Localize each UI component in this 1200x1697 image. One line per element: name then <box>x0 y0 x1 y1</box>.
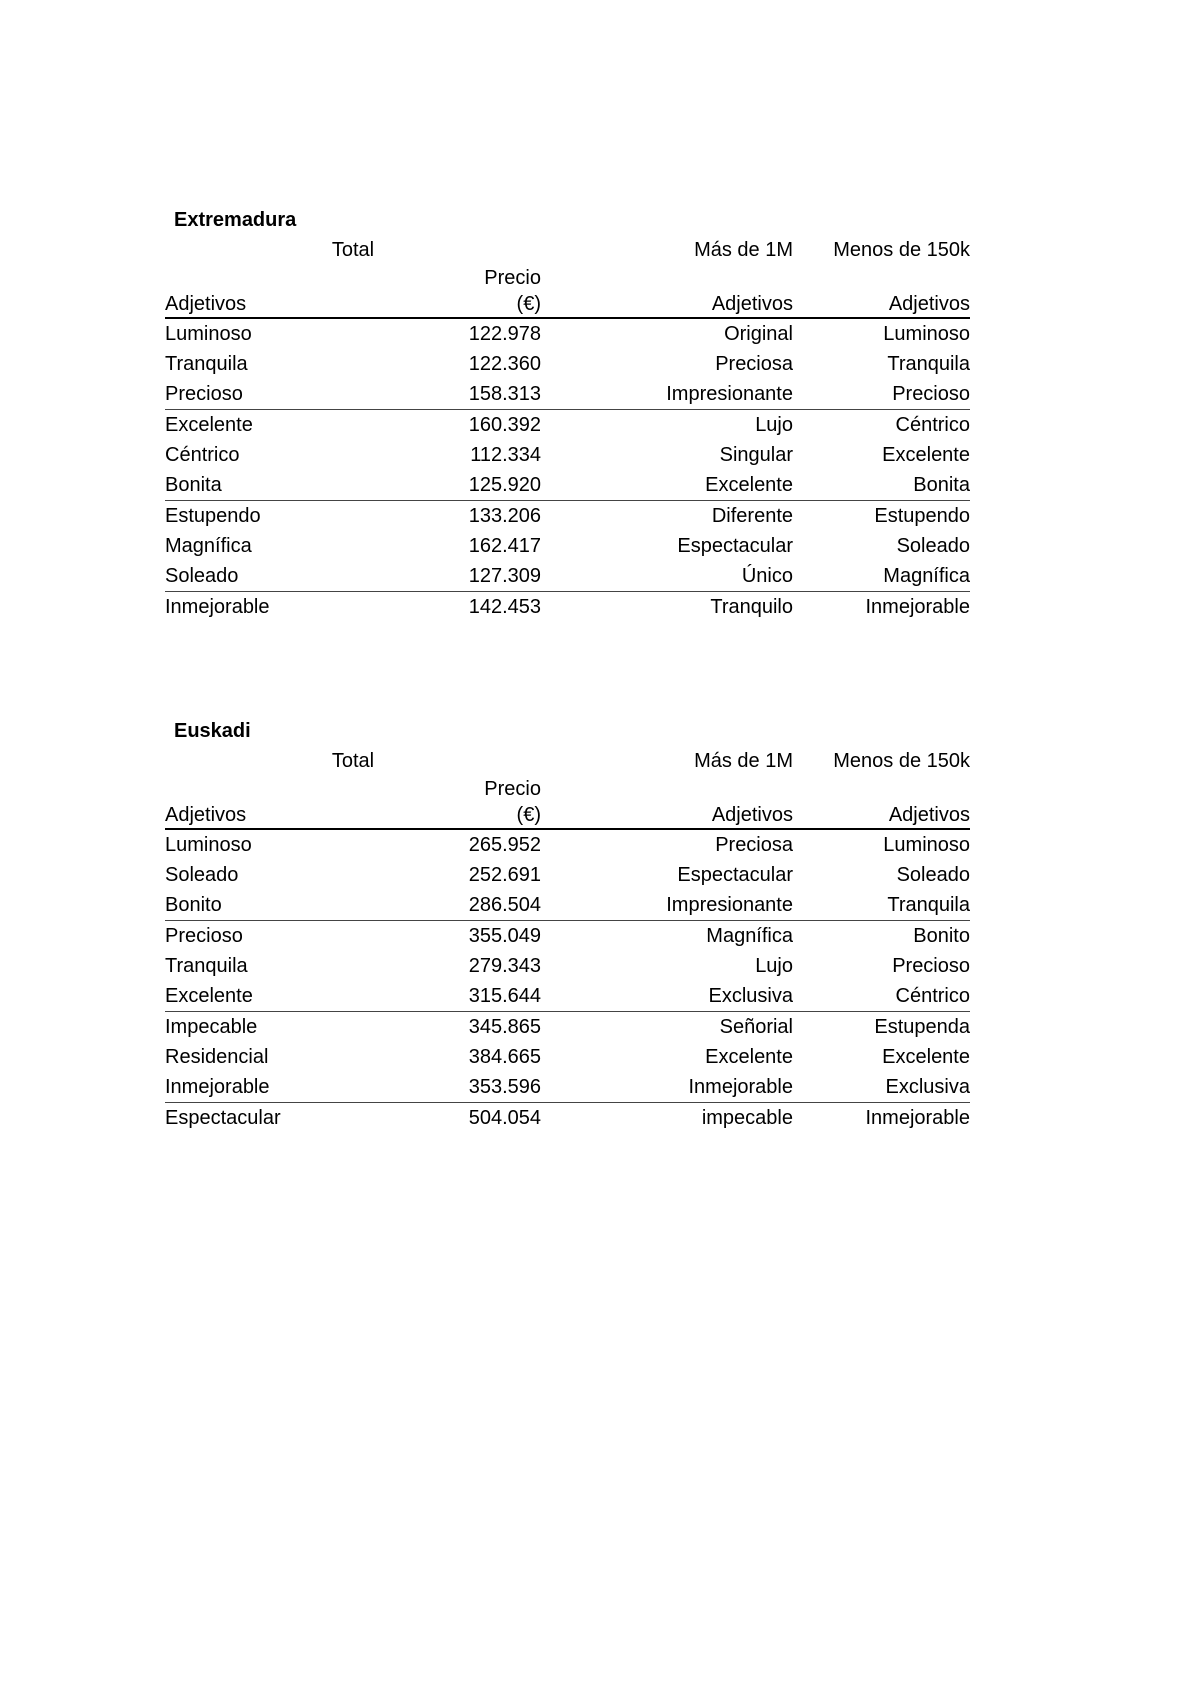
header-columns-row <box>165 291 970 318</box>
cell-menos_150k: Excelente <box>882 443 970 466</box>
header-total: Total <box>331 749 375 772</box>
cell-menos_150k: Céntrico <box>793 981 970 1012</box>
header-precio-row <box>165 265 970 291</box>
header-adjetivos-total: Adjetivos <box>165 291 365 318</box>
cell-adjetivo: Bonita <box>165 470 365 501</box>
cell-adjetivo: Soleado <box>165 863 239 886</box>
cell-mas_1m: Preciosa <box>715 833 793 856</box>
cell-adjetivo: Soleado <box>165 561 365 592</box>
cell-menos_150k: Luminoso <box>883 833 970 856</box>
cell-menos_150k: Céntrico <box>895 413 970 436</box>
cell-precio: 355.049 <box>468 924 541 947</box>
table-body <box>165 318 970 622</box>
cell-menos_150k: Inmejorable <box>865 1106 970 1129</box>
cell-adjetivo: Estupendo <box>165 504 261 527</box>
cell-precio: 112.334 <box>470 443 541 466</box>
table-header <box>165 746 970 829</box>
cell-adjetivo: Excelente <box>165 413 253 436</box>
header-adjetivos-1m: Adjetivos <box>541 802 793 829</box>
empty-cell <box>793 265 970 291</box>
cell-mas_1m: Excelente <box>541 470 793 501</box>
cell-adjetivo: Magnífica <box>165 534 252 557</box>
table-row <box>165 501 970 532</box>
cell-precio: 160.392 <box>468 413 541 436</box>
cell-mas_1m: Magnífica <box>706 924 793 947</box>
cell-precio: 125.920 <box>365 470 541 501</box>
cell-adjetivo: Residencial <box>165 1045 269 1068</box>
header-menos-de-150k: Menos de 150k <box>833 749 970 772</box>
table-section-euskadi <box>165 716 970 1133</box>
cell-adjetivo: Excelente <box>165 981 365 1012</box>
table-title: Euskadi <box>174 720 251 742</box>
header-total: Total <box>331 238 375 261</box>
header-group-row <box>165 746 970 776</box>
empty-cell <box>793 776 970 802</box>
cell-menos_150k: Precioso <box>793 379 970 410</box>
header-mas-de-1m: Más de 1M <box>694 749 793 772</box>
header-group-row <box>165 235 970 265</box>
cell-adjetivo: Inmejorable <box>165 595 270 618</box>
cell-precio: 504.054 <box>468 1106 541 1129</box>
cell-menos_150k: Bonito <box>913 924 970 947</box>
table-row <box>165 592 970 623</box>
cell-menos_150k: Soleado <box>896 863 970 886</box>
cell-menos_150k: Tranquila <box>793 890 970 921</box>
cell-menos_150k: Bonita <box>793 470 970 501</box>
cell-mas_1m: Excelente <box>705 1045 793 1068</box>
header-precio: Precio <box>484 266 541 289</box>
table-row <box>165 951 970 981</box>
table-row <box>165 440 970 470</box>
cell-adjetivo: Impecable <box>165 1015 258 1038</box>
header-adjetivos-150k: Adjetivos <box>793 291 970 318</box>
cell-mas_1m: Señorial <box>719 1015 793 1038</box>
cell-mas_1m: Singular <box>719 443 793 466</box>
header-precio-eur: (€) <box>365 802 541 829</box>
cell-precio: 122.978 <box>468 322 541 345</box>
cell-mas_1m: Espectacular <box>677 863 793 886</box>
cell-precio: 353.596 <box>365 1072 541 1103</box>
empty-cell <box>165 776 365 802</box>
cell-menos_150k: Inmejorable <box>865 595 970 618</box>
cell-menos_150k: Estupenda <box>874 1015 970 1038</box>
table-row <box>165 890 970 921</box>
header-adjetivos-1m: Adjetivos <box>541 291 793 318</box>
cell-menos_150k: Precioso <box>892 954 970 977</box>
cell-mas_1m: Tranquilo <box>710 595 793 618</box>
cell-adjetivo: Céntrico <box>165 443 240 466</box>
table-row <box>165 829 970 860</box>
table-row <box>165 1103 970 1134</box>
cell-adjetivo: Precioso <box>165 924 243 947</box>
table-row <box>165 410 970 441</box>
table-row <box>165 561 970 592</box>
cell-menos_150k: Magnífica <box>793 561 970 592</box>
table-row <box>165 1042 970 1072</box>
empty-cell <box>541 265 793 291</box>
cell-adjetivo: Espectacular <box>165 1106 281 1129</box>
cell-precio: 384.665 <box>468 1045 541 1068</box>
table-body <box>165 829 970 1133</box>
empty-cell <box>165 265 365 291</box>
table-row <box>165 860 970 890</box>
cell-precio: 162.417 <box>468 534 541 557</box>
cell-menos_150k: Luminoso <box>883 322 970 345</box>
cell-precio: 158.313 <box>365 379 541 410</box>
table-row <box>165 1072 970 1103</box>
cell-precio: 142.453 <box>468 595 541 618</box>
header-mas-de-1m: Más de 1M <box>694 238 793 261</box>
cell-mas_1m: Lujo <box>755 954 793 977</box>
table-row <box>165 349 970 379</box>
cell-adjetivo: Precioso <box>165 379 365 410</box>
cell-precio: 133.206 <box>468 504 541 527</box>
cell-adjetivo: Bonito <box>165 890 365 921</box>
cell-adjetivo: Tranquila <box>165 954 248 977</box>
cell-menos_150k: Excelente <box>882 1045 970 1068</box>
empty-cell <box>541 776 793 802</box>
table-row <box>165 379 970 410</box>
header-columns-row <box>165 802 970 829</box>
cell-adjetivo: Inmejorable <box>165 1072 365 1103</box>
cell-precio: 345.865 <box>468 1015 541 1038</box>
cell-adjetivo: Tranquila <box>165 352 248 375</box>
header-precio: Precio <box>484 777 541 800</box>
header-adjetivos-total: Adjetivos <box>165 802 365 829</box>
cell-precio: 265.952 <box>468 833 541 856</box>
cell-menos_150k: Tranquila <box>887 352 970 375</box>
cell-mas_1m: Inmejorable <box>541 1072 793 1103</box>
cell-mas_1m: Original <box>724 322 793 345</box>
adjectives-table <box>165 235 970 622</box>
cell-mas_1m: Diferente <box>711 504 793 527</box>
cell-menos_150k: Estupendo <box>874 504 970 527</box>
table-section-extremadura <box>165 205 970 622</box>
cell-precio: 286.504 <box>365 890 541 921</box>
table-row <box>165 531 970 561</box>
table-title: Extremadura <box>174 209 297 231</box>
table-row <box>165 1012 970 1043</box>
adjectives-table <box>165 746 970 1133</box>
cell-mas_1m: impecable <box>701 1106 793 1129</box>
cell-mas_1m: Espectacular <box>677 534 793 557</box>
cell-precio: 279.343 <box>468 954 541 977</box>
cell-adjetivo: Luminoso <box>165 322 252 345</box>
header-precio-eur: (€) <box>365 291 541 318</box>
cell-menos_150k: Exclusiva <box>793 1072 970 1103</box>
cell-mas_1m: Exclusiva <box>541 981 793 1012</box>
header-menos-de-150k: Menos de 150k <box>833 238 970 261</box>
table-row <box>165 470 970 501</box>
table-row <box>165 981 970 1012</box>
header-precio-row <box>165 776 970 802</box>
cell-precio: 315.644 <box>365 981 541 1012</box>
cell-mas_1m: Impresionante <box>541 890 793 921</box>
cell-mas_1m: Único <box>541 561 793 592</box>
table-header <box>165 235 970 318</box>
cell-precio: 127.309 <box>365 561 541 592</box>
header-adjetivos-150k: Adjetivos <box>793 802 970 829</box>
table-row <box>165 921 970 952</box>
cell-precio: 252.691 <box>468 863 541 886</box>
cell-adjetivo: Luminoso <box>165 833 252 856</box>
cell-mas_1m: Preciosa <box>715 352 793 375</box>
cell-precio: 122.360 <box>468 352 541 375</box>
cell-mas_1m: Lujo <box>755 413 793 436</box>
cell-menos_150k: Soleado <box>896 534 970 557</box>
cell-mas_1m: Impresionante <box>541 379 793 410</box>
table-row <box>165 318 970 349</box>
